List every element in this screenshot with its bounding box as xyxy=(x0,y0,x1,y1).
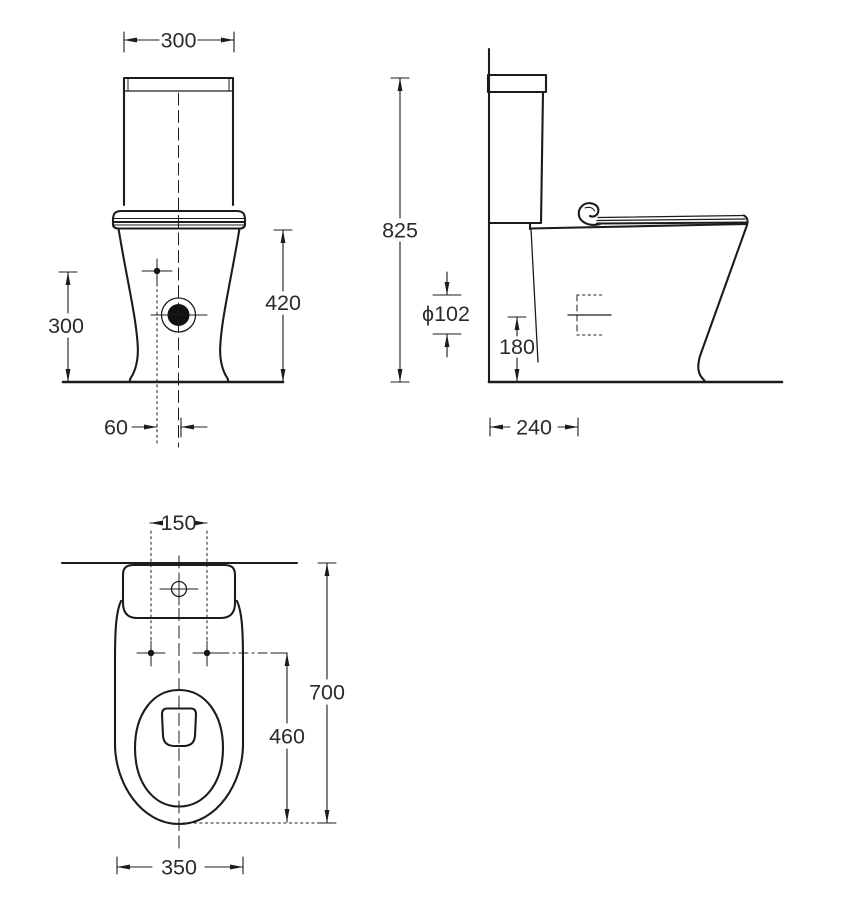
dim-front-bowl-height xyxy=(265,230,301,382)
dim-label-fixing-to-front: 460 xyxy=(269,724,305,749)
dim-label-overall-depth: 700 xyxy=(309,680,345,705)
side-outlet-box xyxy=(568,295,611,335)
dim-label-fixing-centres: 150 xyxy=(160,511,197,535)
dim-label-overall-height: 825 xyxy=(382,218,418,243)
front-fixing-point xyxy=(142,259,172,284)
front-bowl-body xyxy=(63,229,283,383)
dim-label-bowl-height: 420 xyxy=(265,291,301,315)
dim-label-outlet-setout: 240 xyxy=(516,415,552,440)
dim-label-outlet-height: 180 xyxy=(499,335,535,359)
dim-label-inlet-height: 300 xyxy=(48,314,84,338)
dim-label-bowl-width: 350 xyxy=(161,855,197,880)
top-view xyxy=(62,511,345,880)
dim-top-fixing-to-front xyxy=(269,653,305,822)
dim-side-outlet-diameter xyxy=(422,272,470,357)
dim-top-fixing-centres xyxy=(150,511,207,535)
dim-front-inlet-height xyxy=(48,272,84,382)
dim-label-tank-width: 300 xyxy=(160,28,197,53)
dim-front-inlet-offset xyxy=(104,416,207,440)
dim-side-overall-height xyxy=(382,78,418,382)
dim-side-outlet-height xyxy=(499,317,535,382)
side-view xyxy=(382,49,782,440)
dim-top-bowl-width xyxy=(117,856,243,880)
dim-top-overall-depth xyxy=(309,563,345,823)
dim-front-tank-width xyxy=(124,29,234,53)
dim-label-inlet-offset: 60 xyxy=(104,415,128,440)
side-cistern xyxy=(488,75,546,223)
dim-side-outlet-setout xyxy=(490,416,578,440)
side-seat xyxy=(579,203,748,226)
dim-label-outlet-diameter: ϕ102 xyxy=(422,302,470,326)
front-view xyxy=(48,29,301,448)
